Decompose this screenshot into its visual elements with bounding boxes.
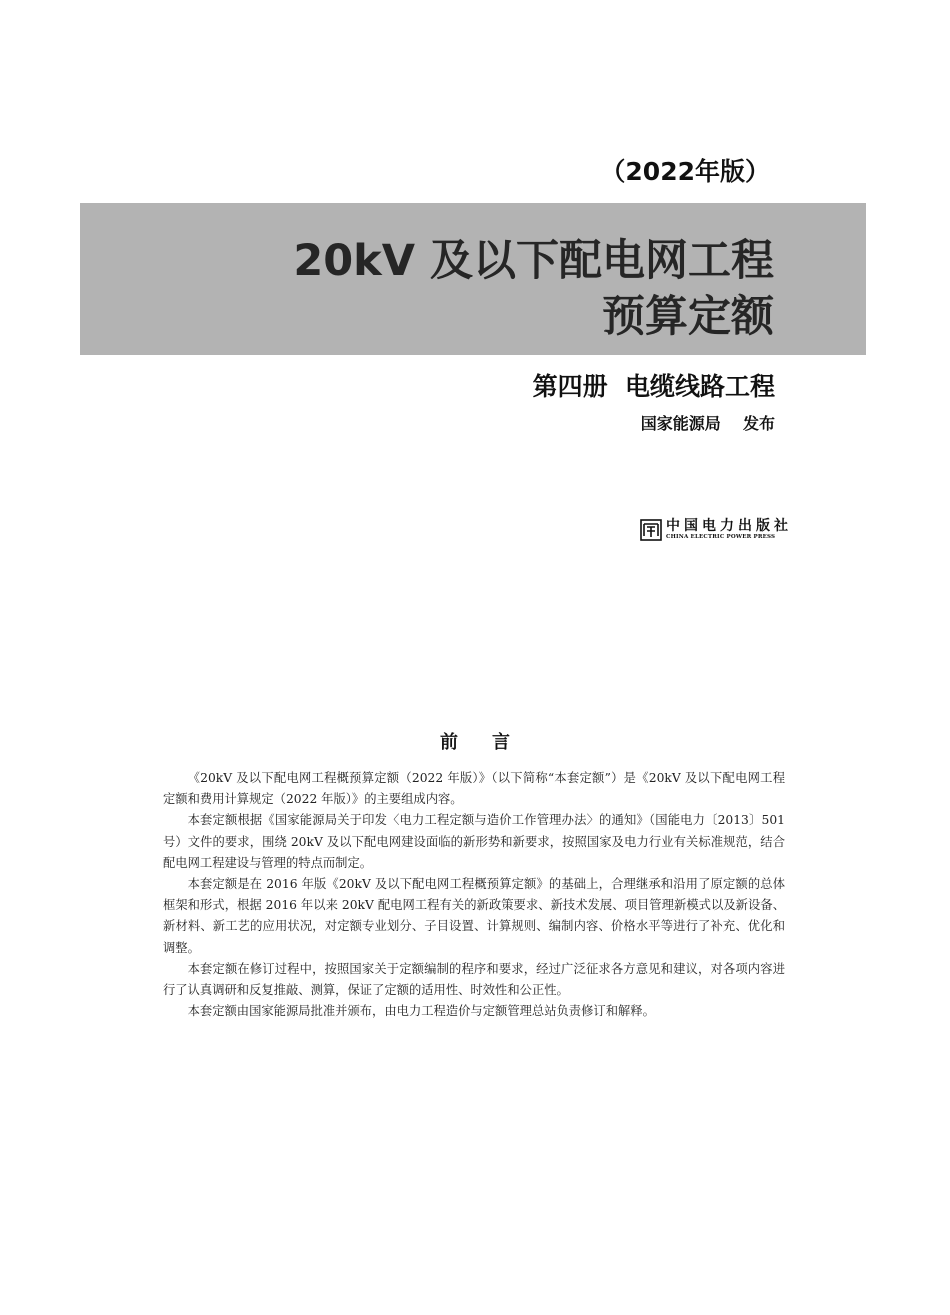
preface-paragraph: 本套定额在修订过程中，按照国家关于定额编制的程序和要求，经过广泛征求各方意见和建议，对各项内容进行了认真调研和反复推敲、测算，保证了定额的适用性、时效性和公正性。 xyxy=(163,961,785,998)
preface-body xyxy=(163,768,785,1022)
preface-paragraph: 本套定额是在 2016 年版《20kV 及以下配电网工程概预算定额》的基础上，合理继承和沿用了原定额的总体框架和形式，根据 2016 年以来 20kV 配电网工程有关的新政策要求、新技术发展、项目管理新模式以及新设备、新材料、新工艺的应用状况，对定额专业划分、子目设置、计算规则、编制内容、价格水平等进行了补充、优化和调整。 xyxy=(163,877,785,955)
preface-paragraph: 本套定额由国家能源局批准并颁布，由电力工程造价与定额管理总站负责修订和解释。 xyxy=(187,1004,655,1019)
press-emblem-icon xyxy=(640,519,662,541)
preface-paragraph: 本套定额根据《国家能源局关于印发〈电力工程定额与造价工作管理办法〉的通知》（国能电力〔2013〕501 号）文件的要求，围绕 20kV 及以下配电网建设面临的新形势和新要求，按照国家及电力行业有关标准规范，结合配电网工程建设与管理的特点而制定。 xyxy=(163,813,785,870)
title-band xyxy=(80,203,866,355)
edition-label: （2022年版） xyxy=(600,157,770,186)
issuing-authority: 国家能源局 发布 xyxy=(640,414,775,433)
volume-title: 第四册 电缆线路工程 xyxy=(532,372,775,401)
press-logo xyxy=(640,518,792,541)
book-title-line-2: 预算定额 xyxy=(602,292,774,342)
preface-title: 前言 xyxy=(440,732,544,753)
press-name-cn: 中国电力出版社 xyxy=(666,518,792,534)
press-name-en: CHINA ELECTRIC POWER PRESS xyxy=(666,534,776,540)
book-title-line-1: 20kV 及以下配电网工程 xyxy=(293,236,774,286)
preface-paragraph: 《20kV 及以下配电网工程概预算定额（2022 年版）》（以下简称“本套定额”）是《20kV 及以下配电网工程定额和费用计算规定（2022 年版）》的主要组成内容。 xyxy=(163,771,785,807)
